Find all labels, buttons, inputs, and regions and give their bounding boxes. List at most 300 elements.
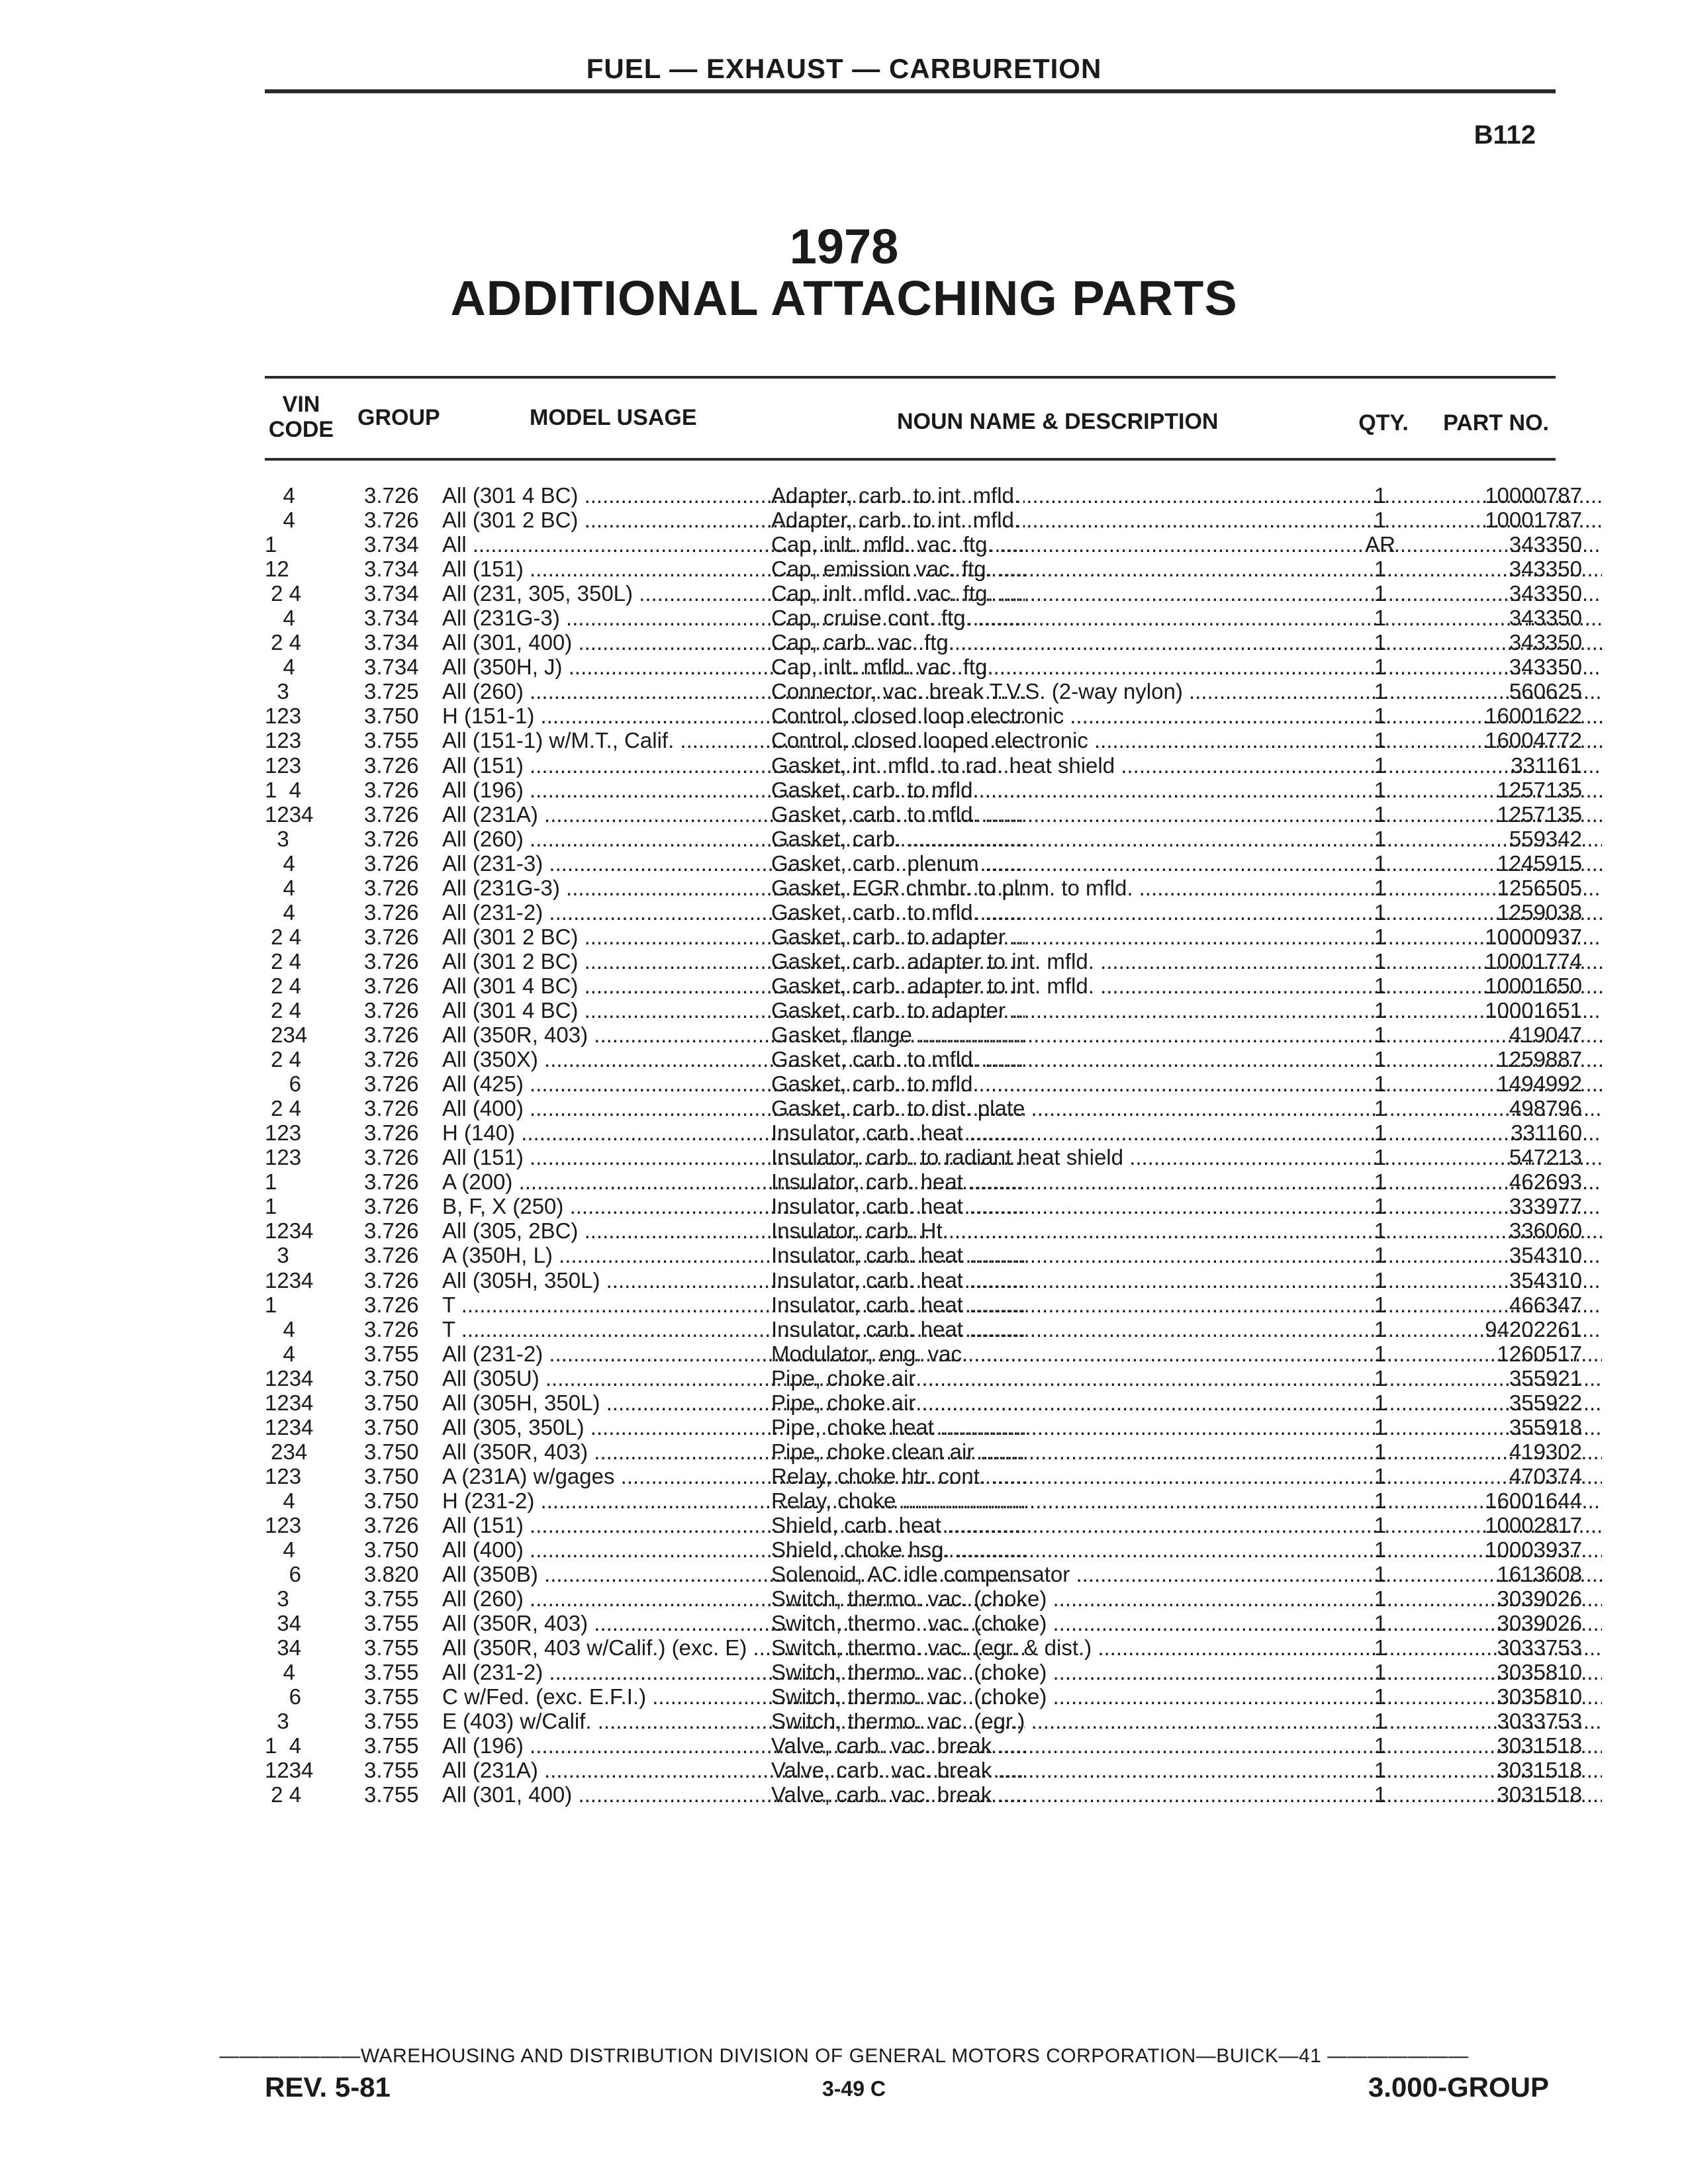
noun-description-cell: Gasket, carb. to mfld. ..... (771, 1071, 1602, 1096)
table-row (265, 1782, 1582, 1807)
column-header-part: PART NO. (1443, 410, 1549, 435)
qty-cell: 1 (1374, 1414, 1387, 1439)
qty-cell: 1 (1374, 1733, 1387, 1758)
noun-description-cell: Shield, choke hsg. ..... (771, 1537, 1602, 1562)
part-number-cell: 3035810 (1497, 1684, 1582, 1709)
part-number-cell: 3039026 (1497, 1586, 1582, 1612)
table-row (265, 1709, 1582, 1734)
group-cell: 3.726 (364, 1316, 419, 1342)
qty-cell: 1 (1374, 1218, 1387, 1244)
part-number-cell: 10000937 (1485, 924, 1582, 949)
table-row (265, 1390, 1582, 1415)
part-number-cell: 333977 (1509, 1194, 1582, 1219)
vin-code-cell: 2 4 (265, 581, 302, 606)
group-cell: 3.750 (364, 1537, 419, 1563)
vin-code-cell: 123 (265, 752, 302, 778)
model-usage-cell: All (350H, J) ..... (442, 655, 1025, 679)
vin-code-cell: 1234 (265, 1365, 314, 1390)
vin-code-cell: 34 (265, 1611, 302, 1636)
model-usage-cell: All (425) ..... (442, 1071, 1025, 1096)
table-row (265, 752, 1582, 778)
model-usage-cell: All (301 2 BC) ..... (442, 508, 1025, 532)
part-number-cell: 3031518 (1497, 1758, 1582, 1783)
vin-code-cell: 1 (265, 1194, 277, 1219)
noun-description-cell: Gasket, carb. to mfld. ..... (771, 1047, 1602, 1071)
vin-code-cell: 234 (265, 1439, 308, 1464)
model-usage-cell: T ..... (442, 1293, 1025, 1317)
model-usage-cell: All (231-2) ..... (442, 1660, 1025, 1684)
qty-cell: 1 (1374, 948, 1387, 974)
group-cell: 3.726 (364, 777, 419, 802)
part-number-cell: 419047 (1509, 1023, 1582, 1048)
parts-table-body (265, 483, 1582, 1807)
model-usage-cell: All (260) ..... (442, 679, 1025, 704)
group-cell: 3.726 (364, 875, 419, 900)
model-usage-cell: All (301 2 BC) ..... (442, 949, 1025, 974)
model-usage-cell: All (350R, 403) ..... (442, 1439, 1025, 1464)
vin-code-cell: 123 (265, 1512, 302, 1537)
vin-code-cell: 2 4 (265, 1047, 302, 1072)
footer-division-line (0, 2045, 1688, 2068)
vin-code-cell: 4 (265, 875, 295, 900)
table-row (265, 655, 1582, 680)
noun-description-cell: Cap, inlt. mfld. vac. ftg. ..... (771, 655, 1602, 679)
table-row (265, 1758, 1582, 1783)
noun-description-cell: Insulator, carb. heat ..... (771, 1268, 1602, 1293)
part-number-cell: 10001787 (1485, 508, 1582, 533)
noun-description-cell: Gasket, int. mfld. to rad. heat shield ..... (771, 753, 1602, 778)
footer-division-text: WAREHOUSING AND DISTRIBUTION DIVISION OF GENERAL MOTORS CORPORATION—BUICK—41 (360, 2045, 1322, 2067)
table-row (265, 1341, 1582, 1366)
group-cell: 3.726 (364, 1194, 419, 1219)
group-cell: 3.726 (364, 1071, 419, 1097)
noun-description-cell: Pipe, choke heat ..... (771, 1415, 1602, 1439)
vin-code-cell: 4 (265, 1660, 295, 1685)
vin-code-cell: 4 (265, 1488, 295, 1513)
qty-cell: 1 (1374, 826, 1387, 851)
vin-code-cell: 1234 (265, 1758, 314, 1783)
group-cell: 3.726 (364, 1145, 419, 1170)
vin-code-cell: 3 (265, 1709, 289, 1734)
vin-code-cell: 6 (265, 1562, 302, 1587)
part-number-cell: 3033753 (1497, 1709, 1582, 1734)
table-row (265, 1733, 1582, 1758)
group-cell: 3.726 (364, 826, 419, 851)
model-usage-cell: All (260) ..... (442, 827, 1025, 851)
noun-description-cell: Insulator, carb. heat ..... (771, 1317, 1602, 1342)
vin-code-cell: 4 (265, 850, 295, 876)
table-row (265, 1218, 1582, 1244)
footer-page-number: 3-49 C (821, 2077, 886, 2101)
group-cell: 3.726 (364, 899, 419, 925)
vin-code-cell: 3 (265, 1586, 289, 1612)
qty-cell: 1 (1374, 1562, 1387, 1587)
qty-cell: 1 (1374, 997, 1387, 1023)
noun-description-cell: Insulator, carb. heat ..... (771, 1293, 1602, 1317)
group-cell: 3.726 (364, 1218, 419, 1244)
vin-code-cell: 2 4 (265, 1782, 302, 1807)
qty-cell: 1 (1374, 1023, 1387, 1048)
qty-cell: 1 (1374, 581, 1387, 606)
qty-cell: 1 (1374, 1586, 1387, 1612)
group-cell: 3.734 (364, 557, 419, 582)
footer-rule-left: ——————— (219, 2045, 361, 2067)
vin-code-cell: 4 (265, 606, 295, 631)
table-row (265, 1047, 1582, 1072)
noun-description-cell: Modulator, eng. vac. ..... (771, 1342, 1602, 1366)
part-number-cell: 343350 (1509, 630, 1582, 655)
table-row (265, 1635, 1582, 1661)
model-usage-cell: All (350R, 403) ..... (442, 1023, 1025, 1047)
table-top-rule (265, 376, 1556, 379)
qty-cell: 1 (1374, 1145, 1387, 1170)
table-row (265, 850, 1582, 876)
vin-code-cell: 3 (265, 1243, 289, 1268)
vin-code-cell: 1 (265, 532, 277, 557)
table-row (265, 557, 1582, 582)
table-row (265, 1365, 1582, 1390)
group-cell: 3.734 (364, 630, 419, 655)
part-number-cell: 94202261 (1485, 1316, 1582, 1342)
qty-cell: 1 (1374, 1120, 1387, 1146)
vin-code-cell: 2 4 (265, 1096, 302, 1121)
vin-code-cell: 6 (265, 1684, 302, 1709)
group-cell: 3.755 (364, 1660, 419, 1685)
part-number-cell: 336060 (1509, 1218, 1582, 1244)
group-cell: 3.726 (364, 801, 419, 827)
part-number-cell: 1613608 (1497, 1562, 1582, 1587)
qty-cell: 1 (1374, 1512, 1387, 1537)
group-cell: 3.750 (364, 1463, 419, 1488)
qty-cell: 1 (1374, 1169, 1387, 1195)
vin-code-cell: 123 (265, 1145, 302, 1170)
group-cell: 3.734 (364, 532, 419, 557)
model-usage-cell: All (301 2 BC) ..... (442, 925, 1025, 949)
table-row (265, 704, 1582, 729)
vin-code-cell: 1234 (265, 1267, 314, 1293)
qty-cell: 1 (1374, 801, 1387, 827)
part-number-cell: 1259887 (1497, 1047, 1582, 1072)
model-usage-cell: All (151) ..... (442, 753, 1025, 778)
model-usage-cell: All (231G-3) ..... (442, 606, 1025, 630)
table-row (265, 1463, 1582, 1488)
noun-description-cell: Gasket, carb. to mfld. ..... (771, 778, 1602, 802)
noun-description-cell: Valve, carb. vac. break ..... (771, 1782, 1602, 1807)
model-usage-cell: All (305, 350L) ..... (442, 1415, 1025, 1439)
model-usage-cell: All (231, 305, 350L) ..... (442, 581, 1025, 606)
table-row (265, 1120, 1582, 1146)
page-year: 1978 (789, 219, 899, 274)
vin-code-cell: 4 (265, 483, 295, 508)
noun-description-cell: Insulator, carb. to radiant heat shield ..... (771, 1145, 1602, 1169)
model-usage-cell: All (231-3) ..... (442, 851, 1025, 876)
noun-description-cell: Control, closed looped electronic ..... (771, 728, 1602, 752)
model-usage-cell: All (231-2) ..... (442, 1342, 1025, 1366)
vin-code-cell: 4 (265, 1316, 295, 1342)
table-row (265, 1537, 1582, 1563)
model-usage-cell: All (151) ..... (442, 1145, 1025, 1169)
group-cell: 3.750 (364, 1390, 419, 1415)
vin-code-cell: 4 (265, 508, 295, 533)
qty-cell: 1 (1374, 630, 1387, 655)
noun-description-cell: Gasket, carb. to dist. plate ..... (771, 1096, 1602, 1120)
vin-code-cell: 1 4 (265, 1733, 302, 1758)
part-number-cell: 3035810 (1497, 1660, 1582, 1685)
vin-code-cell: 1234 (265, 1390, 314, 1415)
table-row (265, 1488, 1582, 1513)
part-number-cell: 355922 (1509, 1390, 1582, 1415)
vin-code-cell: 1234 (265, 1218, 314, 1244)
table-row (265, 483, 1582, 508)
noun-description-cell: Valve, carb. vac. break ..... (771, 1733, 1602, 1758)
part-number-cell: 419302 (1509, 1439, 1582, 1464)
vin-code-cell: 1 (265, 1169, 277, 1195)
qty-cell: 1 (1374, 606, 1387, 631)
vin-code-cell: 123 (265, 1463, 302, 1488)
part-number-cell: 3039026 (1497, 1611, 1582, 1636)
group-cell: 3.726 (364, 1169, 419, 1195)
group-cell: 3.726 (364, 483, 419, 508)
noun-description-cell: Cap, emission vac. ftg. ..... (771, 557, 1602, 581)
vin-code-cell: 4 (265, 1537, 295, 1563)
group-cell: 3.755 (364, 1709, 419, 1734)
group-cell: 3.725 (364, 679, 419, 704)
model-usage-cell: T ..... (442, 1317, 1025, 1342)
noun-description-cell: Switch, thermo. vac. (egr.) ..... (771, 1709, 1602, 1733)
noun-description-cell: Insulator, carb. heat ..... (771, 1169, 1602, 1194)
group-cell: 3.726 (364, 752, 419, 778)
table-row (265, 1243, 1582, 1268)
table-row (265, 1316, 1582, 1342)
part-number-cell: 10002817 (1485, 1512, 1582, 1537)
table-row (265, 826, 1582, 851)
table-row (265, 1660, 1582, 1685)
noun-description-cell: Gasket, carb. to mfld. ..... (771, 802, 1602, 827)
table-row (265, 1145, 1582, 1170)
model-usage-cell: All (301 4 BC) ..... (442, 998, 1025, 1023)
part-number-cell: 462693 (1509, 1169, 1582, 1195)
vin-code-cell: 1234 (265, 1414, 314, 1439)
noun-description-cell: Gasket, flange ..... (771, 1023, 1602, 1047)
noun-description-cell: Insulator, carb. heat ..... (771, 1120, 1602, 1145)
qty-cell: 1 (1374, 1635, 1387, 1661)
header-rule (265, 89, 1556, 93)
noun-description-cell: Gasket, EGR chmbr. to plnm. to mfld. ..... (771, 876, 1602, 900)
model-usage-cell: All (301, 400) ..... (442, 630, 1025, 655)
footer-group: 3.000-GROUP (1368, 2071, 1549, 2103)
model-usage-cell: All (305U) ..... (442, 1366, 1025, 1390)
qty-cell: 1 (1374, 1292, 1387, 1317)
group-cell: 3.755 (364, 728, 419, 753)
noun-description-cell: Switch, thermo. vac. (choke) ..... (771, 1586, 1602, 1611)
model-usage-cell: A (200) ..... (442, 1169, 1025, 1194)
column-header-vin-line2: CODE (268, 417, 334, 442)
noun-description-cell: Shield, carb. heat ..... (771, 1513, 1602, 1537)
noun-description-cell: Gasket, carb. to adapter ..... (771, 925, 1602, 949)
qty-cell: 1 (1374, 704, 1387, 729)
table-row (265, 973, 1582, 998)
model-usage-cell: All (231G-3) ..... (442, 876, 1025, 900)
model-usage-cell: All (350X) ..... (442, 1047, 1025, 1071)
noun-description-cell: Switch, thermo. vac. (choke) ..... (771, 1660, 1602, 1684)
table-row (265, 728, 1582, 753)
qty-cell: AR (1365, 532, 1395, 557)
qty-cell: 1 (1374, 1096, 1387, 1121)
group-cell: 3.726 (364, 1267, 419, 1293)
part-number-cell: 10001651 (1485, 997, 1582, 1023)
noun-description-cell: Gasket, carb. to adapter ..... (771, 998, 1602, 1023)
model-usage-cell: All (231A) ..... (442, 802, 1025, 827)
noun-description-cell: Cap, inlt. mfld. vac. ftg. ..... (771, 532, 1602, 557)
vin-code-cell: 4 (265, 655, 295, 680)
table-row (265, 1562, 1582, 1587)
noun-description-cell: Gasket, carb. plenum ..... (771, 851, 1602, 876)
vin-code-cell: 123 (265, 728, 302, 753)
part-number-cell: 1257135 (1497, 801, 1582, 827)
table-row (265, 606, 1582, 631)
model-usage-cell: A (350H, L) ..... (442, 1243, 1025, 1267)
noun-description-cell: Solenoid, AC idle compensator ..... (771, 1562, 1602, 1586)
vin-code-cell: 4 (265, 1341, 295, 1366)
part-number-cell: 10003937 (1485, 1537, 1582, 1563)
part-number-cell: 343350 (1509, 557, 1582, 582)
model-usage-cell: All (196) ..... (442, 1733, 1025, 1758)
group-cell: 3.755 (364, 1782, 419, 1807)
model-usage-cell: All (400) ..... (442, 1096, 1025, 1120)
noun-description-cell: Valve, carb. vac. break ..... (771, 1758, 1602, 1782)
page-code: B112 (1474, 120, 1536, 150)
part-number-cell: 560625 (1509, 679, 1582, 704)
group-cell: 3.750 (364, 1439, 419, 1464)
model-usage-cell: All (305H, 350L) ..... (442, 1390, 1025, 1415)
noun-description-cell: Gasket, carb. adapter to int. mfld. ..... (771, 949, 1602, 974)
column-header-vin (265, 392, 338, 442)
part-number-cell: 355921 (1509, 1365, 1582, 1390)
group-cell: 3.755 (364, 1586, 419, 1612)
part-number-cell: 343350 (1509, 581, 1582, 606)
part-number-cell: 10001774 (1485, 948, 1582, 974)
column-header-model: MODEL USAGE (530, 405, 697, 430)
group-cell: 3.755 (364, 1733, 419, 1758)
table-row (265, 532, 1582, 557)
part-number-cell: 10000787 (1485, 483, 1582, 508)
footer-revision: REV. 5-81 (265, 2071, 391, 2103)
group-cell: 3.750 (364, 1365, 419, 1390)
group-cell: 3.726 (364, 1243, 419, 1268)
vin-code-cell: 6 (265, 1071, 302, 1097)
part-number-cell: 559342 (1509, 826, 1582, 851)
part-number-cell: 1256505 (1497, 875, 1582, 900)
vin-code-cell: 2 4 (265, 948, 302, 974)
part-number-cell: 470374 (1509, 1463, 1582, 1488)
table-row (265, 1023, 1582, 1048)
qty-cell: 1 (1374, 850, 1387, 876)
group-cell: 3.726 (364, 1096, 419, 1121)
column-header-group: GROUP (357, 405, 440, 430)
group-cell: 3.726 (364, 924, 419, 949)
qty-cell: 1 (1374, 1611, 1387, 1636)
noun-description-cell: Pipe, choke air ..... (771, 1390, 1602, 1415)
table-row (265, 1512, 1582, 1537)
part-number-cell: 466347 (1509, 1292, 1582, 1317)
model-usage-cell: All (231-2) ..... (442, 900, 1025, 925)
noun-description-cell: Gasket, carb. to mfld. ..... (771, 900, 1602, 925)
table-row (265, 508, 1582, 533)
group-cell: 3.726 (364, 1512, 419, 1537)
noun-description-cell: Pipe, choke clean air ..... (771, 1439, 1602, 1464)
model-usage-cell: All ..... (442, 532, 1025, 557)
qty-cell: 1 (1374, 1341, 1387, 1366)
model-usage-cell: All (231A) ..... (442, 1758, 1025, 1782)
page-title: ADDITIONAL ATTACHING PARTS (450, 271, 1238, 326)
part-number-cell: 1260517 (1497, 1341, 1582, 1366)
noun-description-cell: Gasket, carb. ..... (771, 827, 1602, 851)
qty-cell: 1 (1374, 1047, 1387, 1072)
noun-description-cell: Pipe, choke air ..... (771, 1366, 1602, 1390)
part-number-cell: 331161 (1511, 752, 1582, 778)
table-row (265, 899, 1582, 925)
qty-cell: 1 (1374, 777, 1387, 802)
part-number-cell: 498796 (1509, 1096, 1582, 1121)
table-row (265, 679, 1582, 704)
table-row (265, 875, 1582, 900)
part-number-cell: 355918 (1509, 1414, 1582, 1439)
qty-cell: 1 (1374, 1365, 1387, 1390)
vin-code-cell: 3 (265, 826, 289, 851)
qty-cell: 1 (1374, 1267, 1387, 1293)
group-cell: 3.734 (364, 655, 419, 680)
noun-description-cell: Adapter, carb. to int. mfld. ..... (771, 483, 1602, 508)
group-cell: 3.726 (364, 997, 419, 1023)
model-usage-cell: B, F, X (250) ..... (442, 1194, 1025, 1218)
noun-description-cell: Connector, vac. break T.V.S. (2-way nylon) ..... (771, 679, 1602, 704)
noun-description-cell: Cap, carb. vac. ftg. ..... (771, 630, 1602, 655)
table-row (265, 1611, 1582, 1636)
group-cell: 3.734 (364, 581, 419, 606)
part-number-cell: 1259038 (1497, 899, 1582, 925)
model-usage-cell: All (301, 400) ..... (442, 1782, 1025, 1807)
group-cell: 3.726 (364, 508, 419, 533)
qty-cell: 1 (1374, 1660, 1387, 1685)
model-usage-cell: All (151) ..... (442, 1513, 1025, 1537)
column-header-vin-line1: VIN (282, 392, 320, 417)
group-cell: 3.755 (364, 1758, 419, 1783)
group-cell: 3.755 (364, 1341, 419, 1366)
vin-code-cell: 2 4 (265, 630, 302, 655)
group-cell: 3.750 (364, 1488, 419, 1513)
noun-description-cell: Gasket, carb. adapter to int. mfld. ..... (771, 974, 1602, 998)
model-usage-cell: H (151-1) ..... (442, 704, 1025, 728)
group-cell: 3.726 (364, 850, 419, 876)
table-row (265, 1439, 1582, 1464)
noun-description-cell: Control, closed loop electronic ..... (771, 704, 1602, 728)
model-usage-cell: All (260) ..... (442, 1586, 1025, 1611)
noun-description-cell: Cap, inlt. mfld. vac. ftg. ..... (771, 581, 1602, 606)
table-row (265, 1194, 1582, 1219)
group-cell: 3.750 (364, 704, 419, 729)
table-row (265, 1071, 1582, 1097)
qty-cell: 1 (1374, 655, 1387, 680)
vin-code-cell: 34 (265, 1635, 302, 1661)
vin-code-cell: 2 4 (265, 924, 302, 949)
part-number-cell: 1494992 (1497, 1071, 1582, 1097)
noun-description-cell: Switch, thermo. vac. (choke) ..... (771, 1611, 1602, 1635)
table-row (265, 630, 1582, 655)
qty-cell: 1 (1374, 1782, 1387, 1807)
part-number-cell: 3031518 (1497, 1782, 1582, 1807)
model-usage-cell: All (301 4 BC) ..... (442, 483, 1025, 508)
qty-cell: 1 (1374, 1243, 1387, 1268)
